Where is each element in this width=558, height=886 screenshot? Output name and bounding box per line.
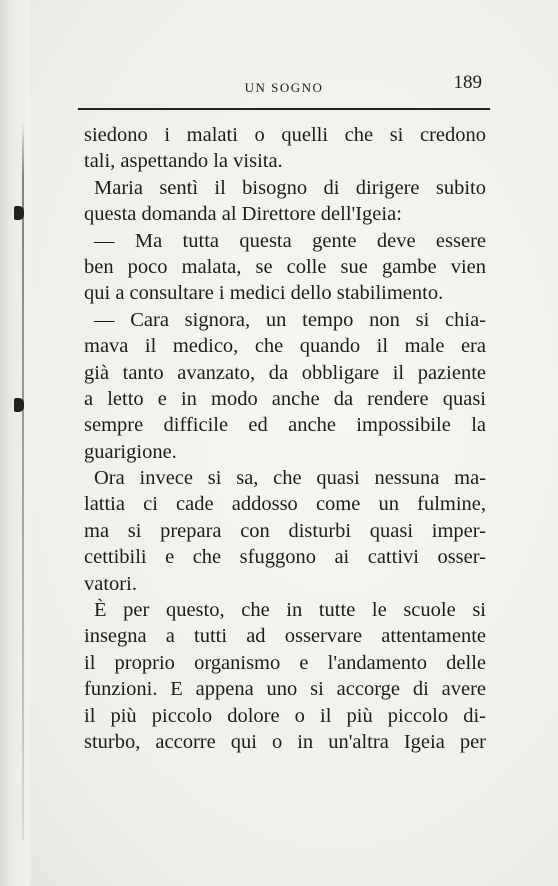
text-line: — Ma tutta questa gente deve essere <box>94 229 486 252</box>
binding-mark <box>14 206 24 220</box>
binding-mark <box>14 398 24 412</box>
text-line: siedono i malati o quelli che si credono <box>84 124 486 146</box>
text-line: È per questo, che in tutte le scuole si <box>94 599 486 622</box>
text-line: insegna a tutti ad osservare attentamente <box>84 625 486 648</box>
text-line: questa domanda al Direttore dell'Igeia: <box>84 203 402 226</box>
text-line: funzioni. E appena uno si accorge di avere <box>84 678 486 701</box>
binding-shadow-line <box>22 120 24 840</box>
page-header <box>78 70 490 100</box>
page-binding-edge <box>0 0 30 886</box>
text-line: tali, aspettando la visita. <box>84 150 283 173</box>
text-line: mava il medico, che quando il male era <box>84 335 486 358</box>
text-line: — Cara signora, un tempo non si chia- <box>94 308 486 331</box>
text-line: ma si prepara con disturbi quasi imper- <box>84 519 486 542</box>
text-line: cettibili e che sfuggono ai cattivi osser- <box>84 546 486 569</box>
text-line: Maria sentì il bisogno di dirigere subito <box>94 176 486 199</box>
text-line: qui a consultare i medici dello stabilimento. <box>84 282 444 305</box>
header-rule <box>78 108 490 110</box>
text-line: Ora invece si sa, che quasi nessuna ma- <box>94 467 486 490</box>
text-line: già tanto avanzato, da obbligare il paziente <box>84 361 486 384</box>
text-line: il proprio organismo e l'andamento delle <box>84 651 486 674</box>
text-line: guarigione. <box>84 440 177 463</box>
text-line: ben poco malata, se colle sue gambe vien <box>84 255 486 278</box>
text-line: sturbo, accorre qui o in un'altra Igeia per <box>84 730 486 753</box>
page-number: 189 <box>453 72 482 93</box>
text-line: vatori. <box>84 572 137 595</box>
body-text <box>84 122 486 755</box>
text-line: il più piccolo dolore o il più piccolo di- <box>84 704 486 727</box>
running-head: UN SOGNO <box>244 80 324 95</box>
text-line: sempre difficile ed anche impossibile la <box>84 414 486 437</box>
text-line: a letto e in modo anche da rendere quasi <box>84 387 486 410</box>
text-line: lattia ci cade addosso come un fulmine, <box>84 493 486 516</box>
